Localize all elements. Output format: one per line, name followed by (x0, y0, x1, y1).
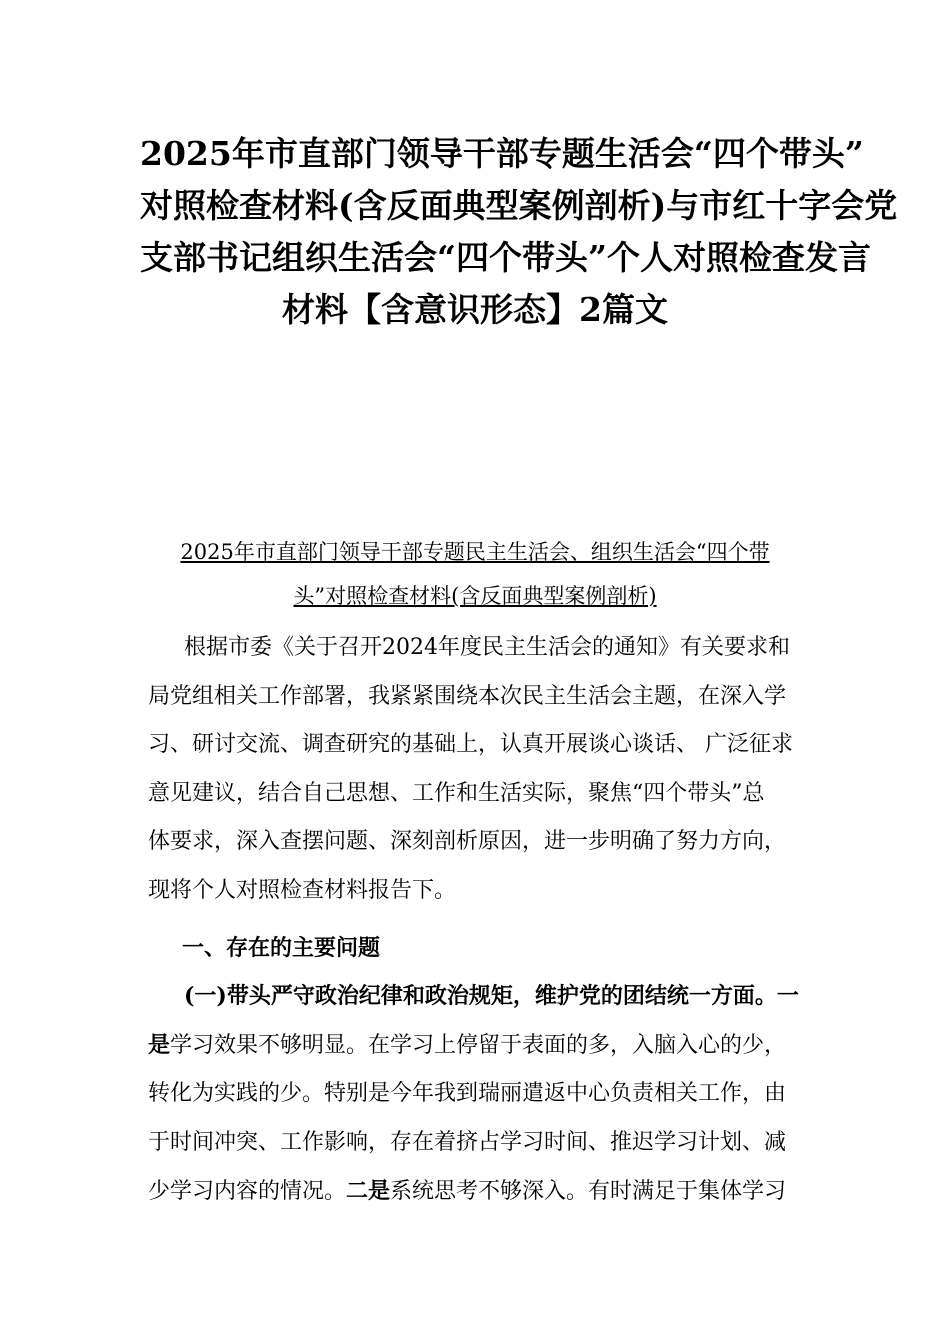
paragraph-line: 于时间冲突、工作影响，存在着挤占学习时间、推迟学习计划、减 (148, 1129, 787, 1155)
paragraph-line: 习、研讨交流、调查研究的基础上，认真开展谈心谈话、 广泛征求 (148, 732, 793, 757)
title-line: 2025年市直部门领导干部专题生活会“四个带头” (140, 134, 864, 173)
title-line: 对照检查材料(含反面典型案例剖析)与市红十字会党 (140, 186, 898, 225)
paragraph-text: 学习效果不够明显。在学习上停留于表面的多，入脑入心的少， (170, 1032, 787, 1058)
paragraph-line: 体要求，深入查摆问题、深刻剖析原因，进一步明确了努力方向， (148, 829, 787, 854)
issue-paragraph (148, 972, 808, 1217)
paragraph-line (148, 1167, 808, 1217)
section-title-line: 2025年市直部门领导干部专题民主生活会、组织生活会“四个带 (180, 540, 770, 564)
paragraph-line: 现将个人对照检查材料报告下。 (148, 877, 457, 903)
section-heading: 一、存在的主要问题 (182, 935, 381, 961)
section-title (150, 530, 800, 618)
emphasis: 二是 (346, 1178, 391, 1204)
paragraph-text: 少学习内容的情况。 (148, 1179, 347, 1204)
title-line: 支部书记组织生活会“四个带头”个人对照检查发言 (140, 238, 871, 277)
paragraph-line (148, 1021, 808, 1071)
section-title-line: 头”对照检查材料(含反面典型案例剖析) (293, 584, 657, 608)
paragraph-text: 系统思考不够深入。有时满足于集体学习 (390, 1179, 787, 1204)
emphasis: 是 (148, 1031, 171, 1058)
paragraph-line: (一)带头严守政治纪律和政治规矩，维护党的团结统一方面。一 (184, 983, 799, 1009)
paragraph-line: 局党组相关工作部署，我紧紧围绕本次民主生活会主题，在深入学 (148, 683, 787, 709)
title-line: 材料【含意识形态】2篇文 (282, 290, 668, 329)
paragraph-line: 意见建议，结合自己思想、工作和生活实际，聚焦“四个带头”总 (148, 780, 765, 806)
document-title (140, 128, 898, 336)
intro-paragraph (148, 624, 808, 915)
paragraph-line: 根据市委《关于召开2024年度民主生活会的通知》有关要求和 (184, 635, 790, 660)
paragraph-line: 转化为实践的少。特别是今年我到瑞丽遣返中心负责相关工作，由 (148, 1081, 787, 1106)
